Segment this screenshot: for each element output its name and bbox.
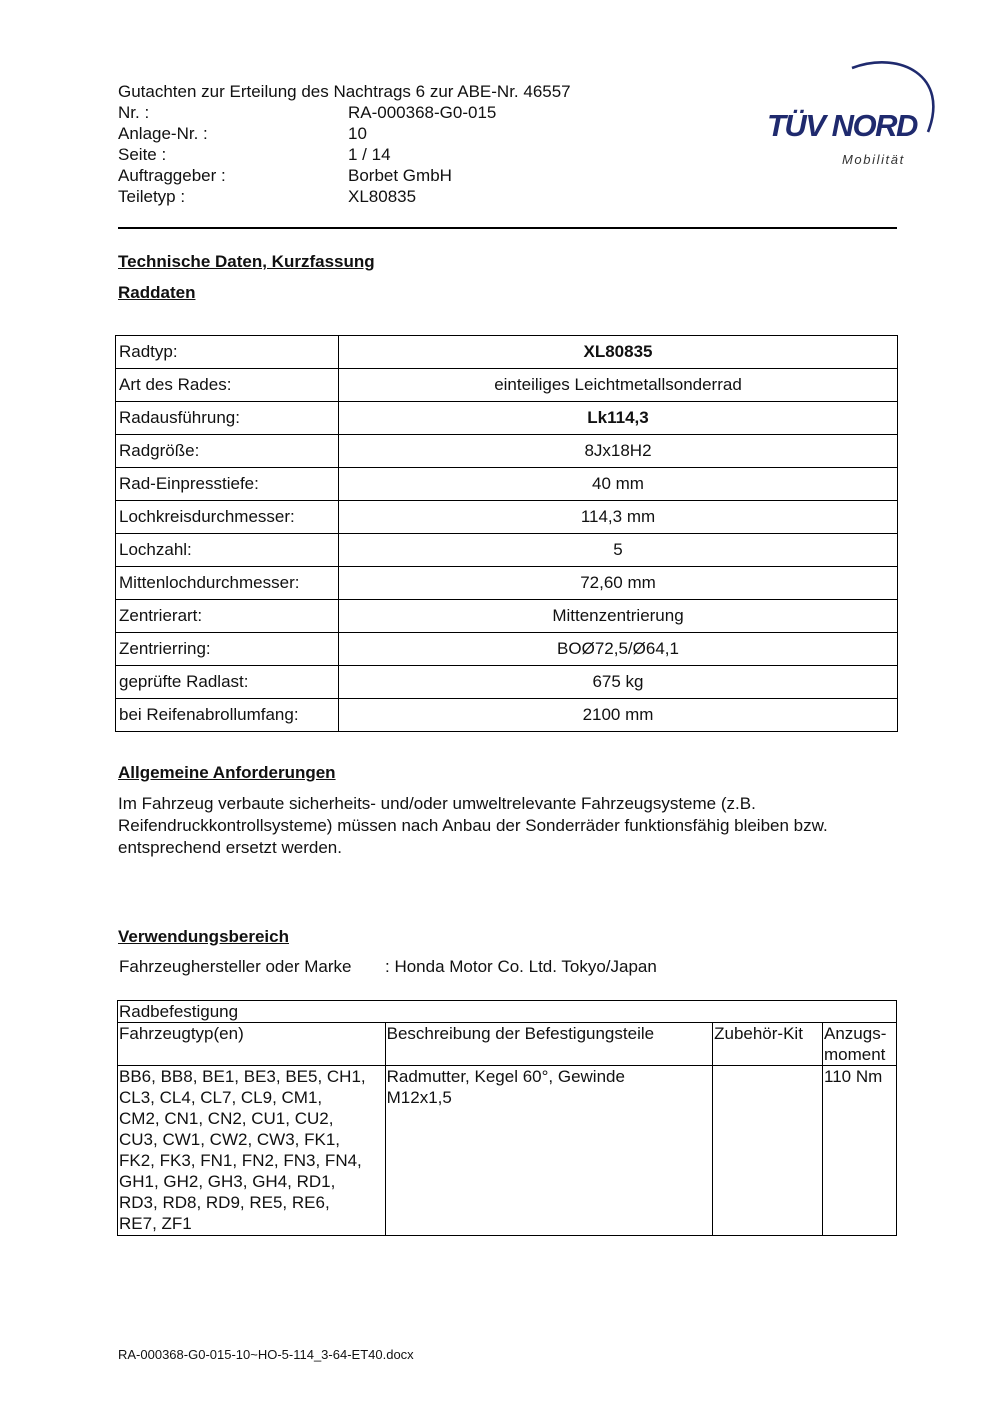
header-torque-line: moment bbox=[824, 1045, 886, 1064]
description-line: Radmutter, Kegel 60°, Gewinde bbox=[386, 1067, 625, 1086]
vehicle-types-line: GH1, GH2, GH3, GH4, RD1, bbox=[119, 1172, 336, 1191]
header-label: Teiletyp : bbox=[118, 187, 186, 206]
general-requirements-text bbox=[118, 793, 908, 859]
torque-cell: 110 Nm bbox=[823, 1066, 897, 1236]
header-divider bbox=[118, 227, 897, 229]
table-row bbox=[116, 633, 898, 666]
vehicle-types-line: RD3, RD8, RD9, RE5, RE6, bbox=[119, 1193, 330, 1212]
wheel-property-label: geprüfte Radlast: bbox=[116, 666, 339, 699]
header-row-anlage bbox=[118, 123, 571, 144]
table-caption: Radbefestigung bbox=[118, 1001, 897, 1023]
wheel-property-label: Art des Rades: bbox=[116, 369, 339, 402]
header-label: Nr. : bbox=[118, 103, 150, 122]
text-line: Reifendruckkontrollsysteme) müssen nach Anbau der Sonderräder funktionsfähig bleiben bzw. bbox=[118, 816, 828, 835]
table-row bbox=[118, 1066, 897, 1236]
wheel-property-value: 5 bbox=[339, 534, 898, 567]
table-row bbox=[116, 336, 898, 369]
description-line: M12x1,5 bbox=[386, 1088, 452, 1107]
header-label: Seite : bbox=[118, 145, 167, 164]
vehicle-types-cell bbox=[118, 1066, 386, 1236]
header-row-seite bbox=[118, 144, 571, 165]
wheel-property-value: Lk114,3 bbox=[339, 402, 898, 435]
wheel-property-label: Zentrierring: bbox=[116, 633, 339, 666]
table-header-row bbox=[118, 1023, 897, 1066]
header-row-nr bbox=[118, 102, 571, 123]
tuv-nord-logo bbox=[760, 56, 945, 176]
manufacturer-label: Fahrzeughersteller oder Marke bbox=[119, 957, 352, 976]
table-row bbox=[116, 699, 898, 732]
wheel-property-value: 2100 mm bbox=[339, 699, 898, 732]
wheel-property-label: bei Reifenabrollumfang: bbox=[116, 699, 339, 732]
section-heading-usage: Verwendungsbereich bbox=[118, 927, 289, 946]
section-heading-technical: Technische Daten, Kurzfassung bbox=[118, 252, 375, 271]
section-heading-wheel: Raddaten bbox=[118, 283, 196, 302]
wheel-property-value: 675 kg bbox=[339, 666, 898, 699]
wheel-property-value: 40 mm bbox=[339, 468, 898, 501]
wheel-property-label: Radgröße: bbox=[116, 435, 339, 468]
wheel-property-value: XL80835 bbox=[339, 336, 898, 369]
wheel-property-label: Rad-Einpresstiefe: bbox=[116, 468, 339, 501]
vehicle-types-line: CU3, CW1, CW2, CW3, FK1, bbox=[119, 1130, 341, 1149]
document-header bbox=[118, 81, 571, 207]
header-value: Borbet GmbH bbox=[348, 166, 452, 185]
header-torque-line: Anzugs- bbox=[824, 1024, 887, 1043]
wheel-property-value: einteiliges Leichtmetallsonderrad bbox=[339, 369, 898, 402]
wheel-property-label: Zentrierart: bbox=[116, 600, 339, 633]
vehicle-types-line: FK2, FK3, FN1, FN2, FN3, FN4, bbox=[119, 1151, 362, 1170]
vehicle-types-line: CL3, CL4, CL7, CL9, CM1, bbox=[119, 1088, 323, 1107]
wheel-property-value: BOØ72,5/Ø64,1 bbox=[339, 633, 898, 666]
text-line: Im Fahrzeug verbaute sicherheits- und/oder umweltrelevante Fahrzeugsysteme (z.B. bbox=[118, 794, 756, 813]
manufacturer-value: : Honda Motor Co. Ltd. Tokyo/Japan bbox=[385, 957, 657, 976]
header-value: 10 bbox=[348, 124, 367, 143]
vehicle-types-line: RE7, ZF1 bbox=[119, 1214, 192, 1233]
fastening-table bbox=[117, 1000, 897, 1236]
wheel-property-label: Radtyp: bbox=[116, 336, 339, 369]
vehicle-types-line: BB6, BB8, BE1, BE3, BE5, CH1, bbox=[119, 1067, 366, 1086]
vehicle-types-line: CM2, CN1, CN2, CU1, CU2, bbox=[119, 1109, 334, 1128]
table-row bbox=[116, 369, 898, 402]
table-caption-row bbox=[118, 1001, 897, 1023]
header-torque bbox=[823, 1023, 897, 1066]
report-title: Gutachten zur Erteilung des Nachtrags 6 zur ABE-Nr. 46557 bbox=[118, 82, 571, 101]
section-heading-general: Allgemeine Anforderungen bbox=[118, 763, 336, 782]
header-vehicle-types: Fahrzeugtyp(en) bbox=[118, 1023, 386, 1066]
table-row bbox=[116, 402, 898, 435]
wheel-property-label: Lochkreisdurchmesser: bbox=[116, 501, 339, 534]
header-label: Auftraggeber : bbox=[118, 166, 226, 185]
logo-wordmark: TÜV NORD bbox=[767, 108, 917, 143]
logo-subtitle: Mobilität bbox=[842, 152, 905, 167]
wheel-property-label: Radausführung: bbox=[116, 402, 339, 435]
wheel-data-table bbox=[115, 335, 898, 732]
table-row bbox=[116, 435, 898, 468]
header-value: 1 / 14 bbox=[348, 145, 391, 164]
header-description: Beschreibung der Befestigungsteile bbox=[385, 1023, 712, 1066]
header-row-auftraggeber bbox=[118, 165, 571, 186]
wheel-property-value: Mittenzentrierung bbox=[339, 600, 898, 633]
wheel-property-value: 8Jx18H2 bbox=[339, 435, 898, 468]
wheel-property-value: 72,60 mm bbox=[339, 567, 898, 600]
table-row bbox=[116, 468, 898, 501]
header-kit: Zubehör-Kit bbox=[713, 1023, 823, 1066]
header-row-teiletyp bbox=[118, 186, 571, 207]
header-label: Anlage-Nr. : bbox=[118, 124, 208, 143]
table-row bbox=[116, 666, 898, 699]
table-row bbox=[116, 600, 898, 633]
header-value: XL80835 bbox=[348, 187, 417, 206]
wheel-property-label: Mittenlochdurchmesser: bbox=[116, 567, 339, 600]
table-row bbox=[116, 567, 898, 600]
header-value: RA-000368-G0-015 bbox=[348, 103, 497, 122]
manufacturer-line bbox=[119, 957, 657, 977]
table-row bbox=[116, 501, 898, 534]
description-cell bbox=[385, 1066, 712, 1236]
wheel-property-value: 114,3 mm bbox=[339, 501, 898, 534]
text-line: entsprechend ersetzt werden. bbox=[118, 838, 342, 857]
table-row bbox=[116, 534, 898, 567]
wheel-property-label: Lochzahl: bbox=[116, 534, 339, 567]
footer-filename: RA-000368-G0-015-10~HO-5-114_3-64-ET40.docx bbox=[118, 1347, 414, 1362]
kit-cell bbox=[713, 1066, 823, 1236]
